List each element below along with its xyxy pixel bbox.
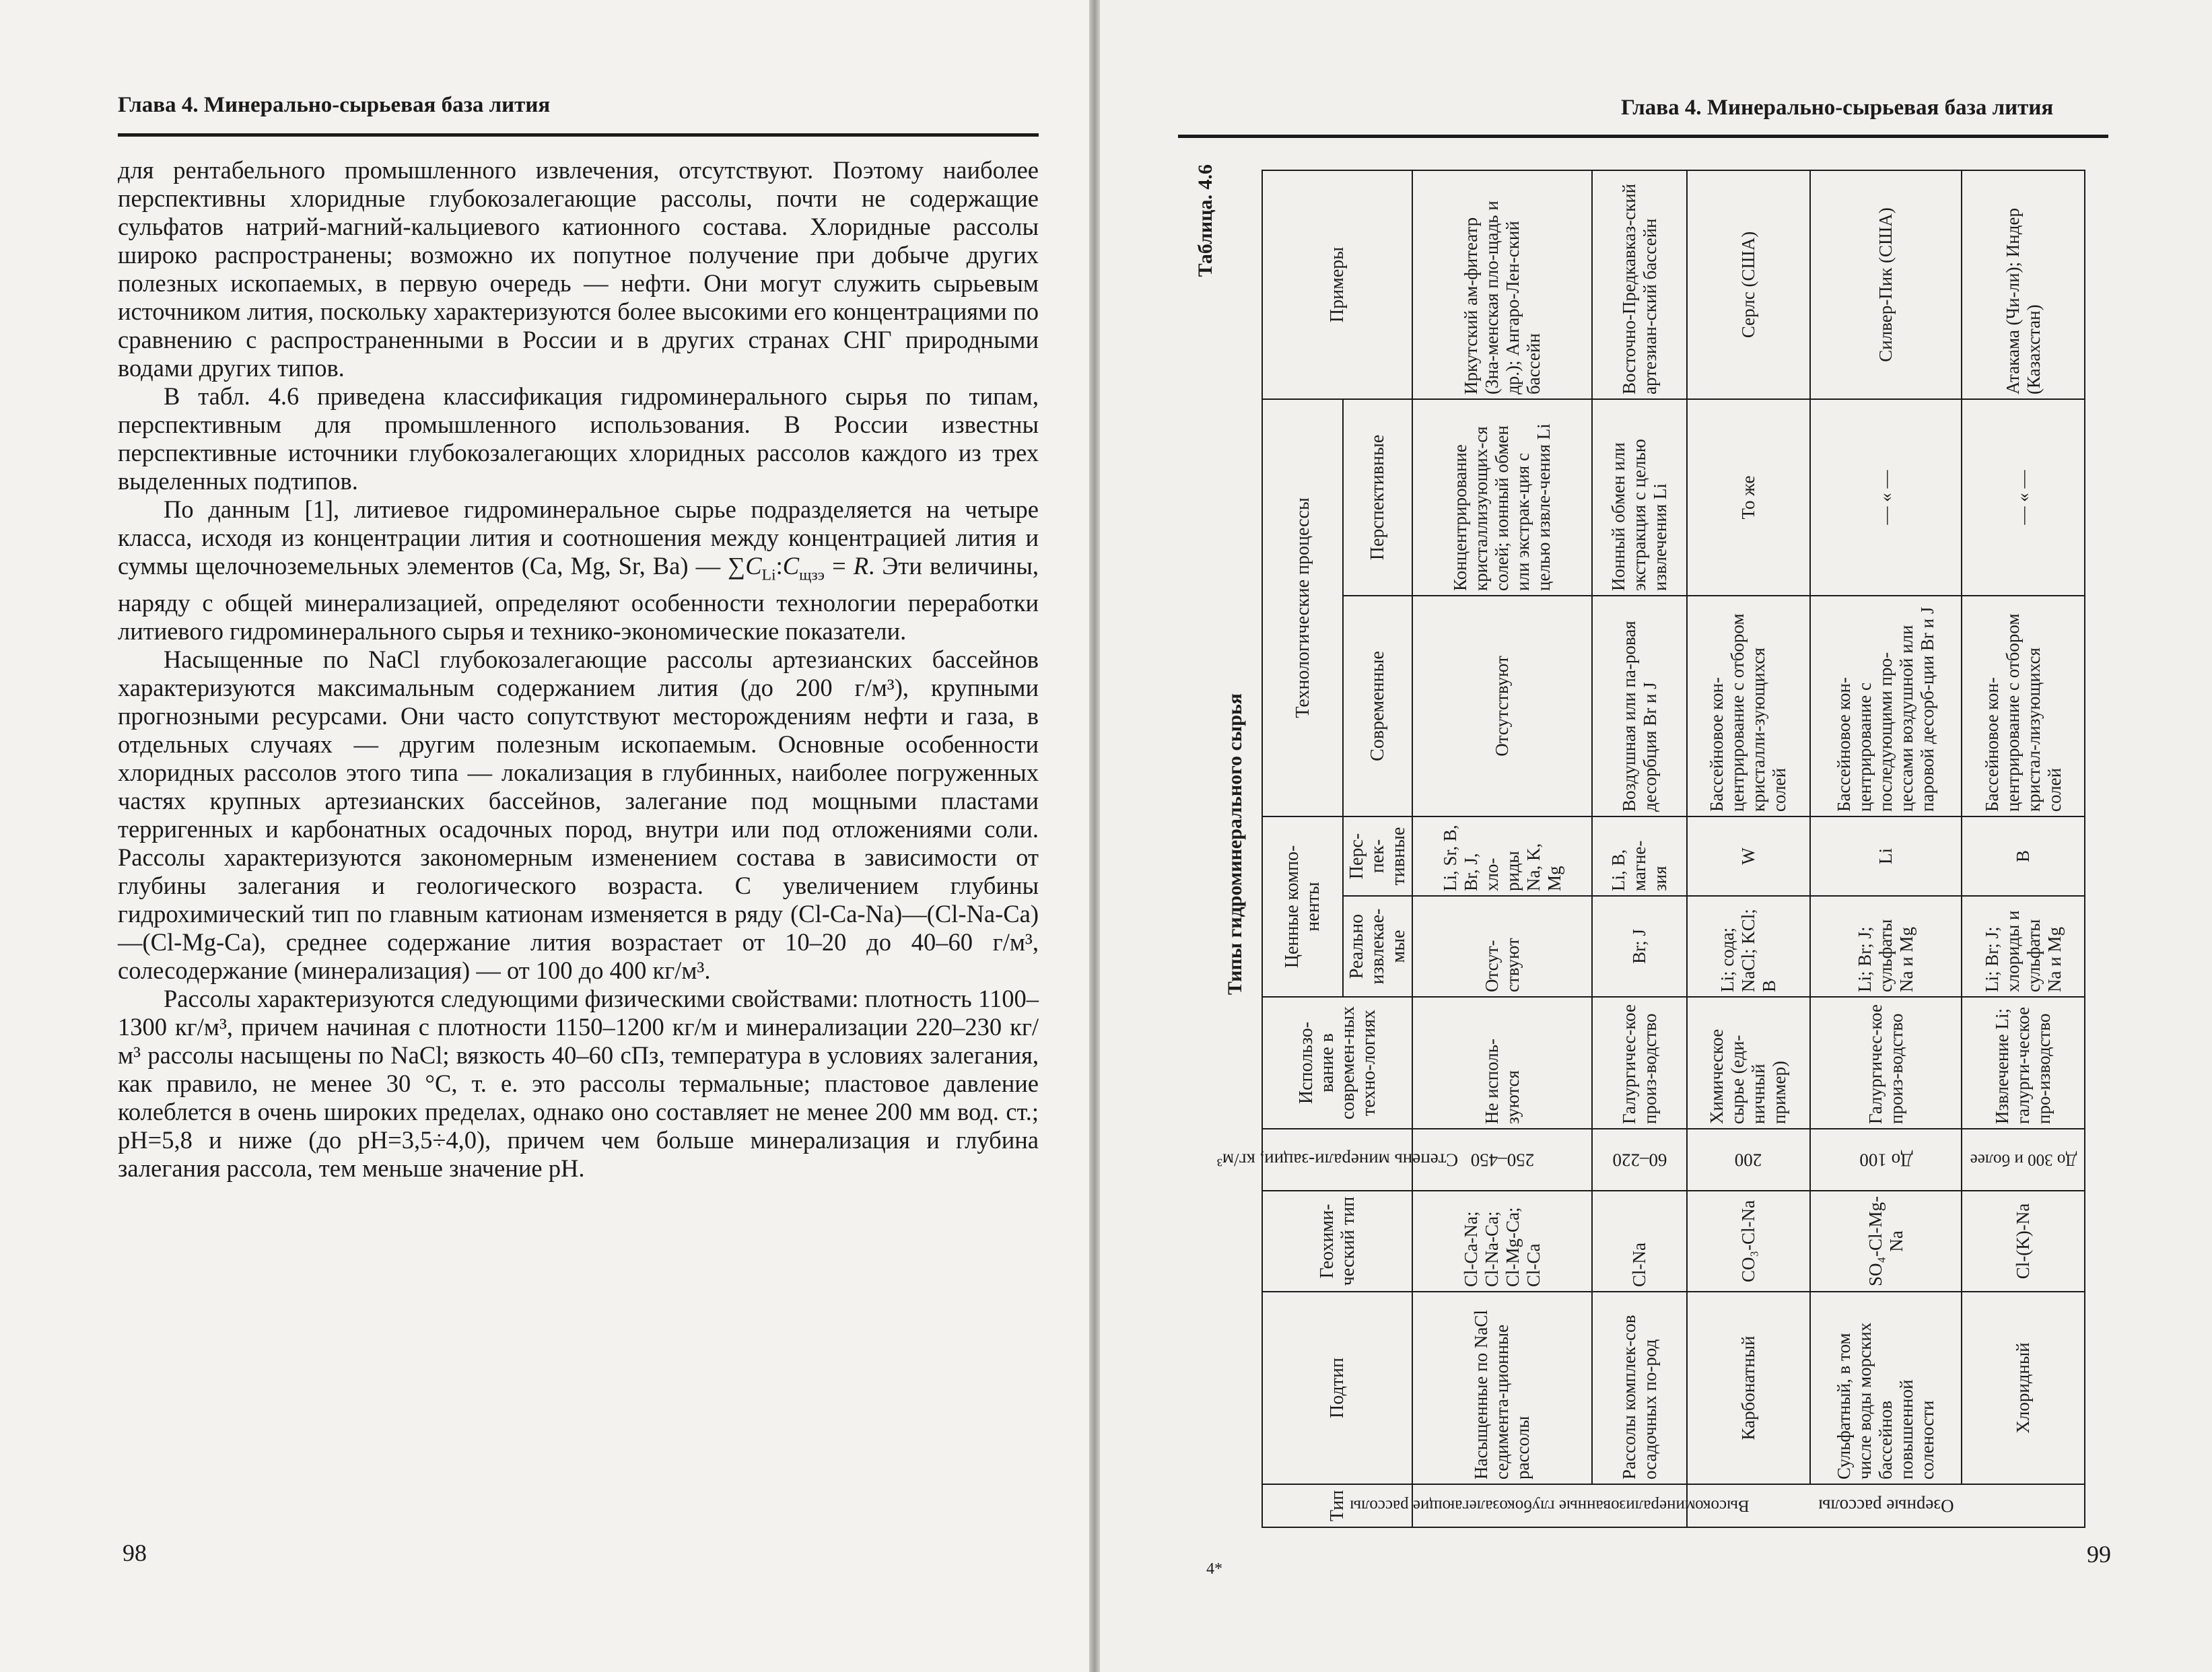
cell-persp: W <box>1687 816 1810 896</box>
col-header-valuable-persp: Перс-пек-тивные <box>1343 816 1412 896</box>
cell-persp-proc: То же <box>1687 399 1810 596</box>
body-text <box>118 156 1039 1183</box>
cell-real: Отсут-ствуют <box>1412 896 1592 997</box>
col-header-usage: Использо-вание в современ-ных техно-логиях <box>1262 997 1412 1129</box>
cell-geochem: CO₃-Cl-Na <box>1687 1191 1810 1292</box>
col-header-tech-persp: Перспективные <box>1343 399 1412 596</box>
cell-subtype: Сульфатный, в том числе воды морских бассейнов повышенной солености <box>1810 1292 1962 1484</box>
cell-usage: Химическое сырье (еди-ничный пример) <box>1687 997 1810 1129</box>
table-row <box>1810 170 1962 1527</box>
col-header-geochem: Геохими-ческий тип <box>1262 1191 1412 1292</box>
vertical-text: 250–450 <box>1470 1150 1534 1171</box>
cell-geochem: SO₄-Cl-Mg-Na <box>1810 1191 1962 1292</box>
cell-usage: Не исполь-зуются <box>1412 997 1592 1129</box>
vertical-text: До 300 и более <box>1970 1150 2077 1169</box>
cell-usage: Извлечение Li; галурги-ческое про-изводство <box>1962 997 2085 1129</box>
col-header-tech-modern: Современные <box>1343 596 1412 816</box>
cell-persp: Li <box>1810 816 1962 896</box>
cell-mineralization <box>1810 1129 1962 1191</box>
header-rule-right <box>1178 135 2108 138</box>
text: . Эти величины, наряду с общей минерализацией, определяют особенности технологии переработки литиевого гидроминерального сырья и технико-экономические показатели. <box>118 552 1039 646</box>
vertical-text: До 100 <box>1859 1150 1913 1171</box>
table-row <box>1962 170 2085 1527</box>
page-number-right: 99 <box>2087 1541 2111 1568</box>
cell-mineralization <box>1412 1129 1592 1191</box>
left-page <box>0 0 1089 1672</box>
cell-real: Li; Br; J; сульфаты Na и Mg <box>1810 896 1962 997</box>
vertical-text: 60–220 <box>1612 1150 1667 1171</box>
cell-persp: B <box>1962 816 2085 896</box>
paragraph: для рентабельного промышленного извлечения, отсутствуют. Поэтому наиболее перспективны хлоридные глубокозалегающие рассолы, почти не содержащие сульфатов натрий-магний-кальциевого катионного состава. Хлоридные рассолы широко распространены; возможно их попутное получение при добыче других полезных ископаемых, в первую очередь — нефти. Они могут служить сырьевым источником лития, поскольку характеризуются более высокими его концентрациями по сравнению с распространенными в России и в других странах СНГ природными водами других типов. <box>118 156 1039 382</box>
formula-sub: щзэ <box>799 566 825 584</box>
cell-persp-proc: Ионный обмен или экстракция с целью извлечения Li <box>1592 399 1687 596</box>
cell-usage: Галургичес-кое произ-водство <box>1592 997 1687 1129</box>
col-header-tech: Технологические процессы <box>1262 399 1343 816</box>
cell-persp-proc: — « — <box>1810 399 1962 596</box>
running-head-left: Глава 4. Минерально-сырьевая база лития <box>118 93 551 117</box>
cell-examples: Силвер-Пик (США) <box>1810 170 1962 399</box>
cell-subtype: Хлоридный <box>1962 1292 2085 1484</box>
paragraph-formula <box>118 495 1039 646</box>
cell-modern: Бассейновое кон-центрирование с последующими про-цессами воздушной или паровой десорб-ции Br и J <box>1810 596 1962 816</box>
book-spine <box>1089 0 1100 1672</box>
col-header-subtype: Подтип <box>1262 1292 1412 1484</box>
cell-real: Li; сода; NaCl; KCl; B <box>1687 896 1810 997</box>
cell-usage: Галургичес-кое произ-водство <box>1810 997 1962 1129</box>
table-row <box>1412 170 1592 1527</box>
text: По данным [1], литиевое гидроминеральное сырье подразделяется на четыре класса, исходя из концентрации лития и соотношения между концентрацией лития и суммы щелочноземельных элементов (Ca, Mg, Sr, Ba) — ∑ <box>118 495 1039 580</box>
formula-r: R <box>853 552 869 580</box>
cell-modern: Бассейновое кон-центрирование с отбором кристал-лизующихся солей <box>1962 596 2085 816</box>
page-number-left: 98 <box>123 1539 147 1566</box>
cell-examples: Восточно-Предкавказ-ский артезиан-ский бассейн <box>1592 170 1687 399</box>
formula-sub: Li <box>761 566 776 584</box>
cell-mineralization <box>1687 1129 1810 1191</box>
cell-examples: Иркутский ам-фитеатр (Зна-менская пло-щадь и др.); Ангаро-Лен-ский бассейн <box>1412 170 1592 399</box>
cell-modern: Отсутствуют <box>1412 596 1592 816</box>
formula-colon: : <box>775 552 783 580</box>
col-header-valuable: Ценные компо-ненты <box>1262 816 1343 997</box>
rotated-table-block <box>1194 151 2103 1537</box>
paragraph: В табл. 4.6 приведена классификация гидроминерального сырья по типам, перспективным для промышленного использования. В России известны перспективные источники глубокозалегающих хлоридных рассолов каждого из трех выделенных подтипов. <box>118 382 1039 495</box>
cell-persp: Li, B, магне-зия <box>1592 816 1687 896</box>
cell-geochem: Cl-(K)-Na <box>1962 1191 2085 1292</box>
cell-mineralization <box>1962 1129 2085 1191</box>
cell-geochem: Cl-Na <box>1592 1191 1687 1292</box>
cell-subtype: Насыщенные по NaCl седимента-ционные рассолы <box>1412 1292 1592 1484</box>
vertical-text: 200 <box>1735 1150 1762 1171</box>
table-row <box>1687 170 1810 1527</box>
col-header-mineralization <box>1216 1129 1458 1191</box>
group-cell <box>1350 1484 1750 1527</box>
cell-real: Br; J <box>1592 896 1687 997</box>
paragraph: Рассолы характеризуются следующими физическими свойствами: плотность 1100–1300 кг/м³, причем начиная с плотности 1150–1200 кг/м и минерализации 220–230 кг/м³ рассолы насыщены по NaCl; вязкость 40–60 сПз, температура в условиях залегания, как правило, не менее 30 °С, т. е. это рассолы термальные; пластовое давление колеблется в очень широких пределах, однако оно составляет не менее 200 мм вод. ст.; pH=5,8 и ниже (до pH=3,5÷4,0), причем чем больше минерализация и глубина залегания рассола, тем меньше значение pH. <box>118 985 1039 1183</box>
group-cell <box>1687 1484 2085 1527</box>
col-header-examples: Примеры <box>1262 170 1412 399</box>
col-header-type: Тип <box>1262 1484 1412 1527</box>
table-label: Таблица. 4.6 <box>1194 164 1216 277</box>
paragraph: Насыщенные по NaCl глубокозалегающие рассолы артезианских бассейнов характеризуются максимальным содержанием лития (до 200 г/м³), крупными прогнозными ресурсами. Они часто сопутствуют месторождениям нефти и газа, в отдельных случаях — другим полезным ископаемым. Основные особенности хлоридных рассолов этого типа — локализация в глубинных, наиболее погруженных частях крупных артезианских бассейнов, залегание под мощными пластами терригенных и карбонатных осадочных пород, внутри или под отложениями соли. Рассолы характеризуются закономерным изменением состава в зависимости от глубины залегания и геологического возраста. С увеличением глубины гидрохимический тип по главным катионам изменяется в ряду (Cl-Ca-Na)—(Cl-Na-Ca)—(Cl-Mg-Ca), среднее содержание лития возрастает от 10–20 до 40–60 г/м³, солесодержание (минерализация) — от 100 до 400 кг/м³. <box>118 646 1039 985</box>
cell-persp-proc: Концентрирование кристаллизующих-ся солей; ионный обмен или экстрак-ция с целью извле-чения Li <box>1412 399 1592 596</box>
col-header-valuable-real: Реально извлекае-мые <box>1343 896 1412 997</box>
cell-subtype: Карбонатный <box>1687 1292 1810 1484</box>
cell-persp-proc: — « — <box>1962 399 2085 596</box>
vertical-text: Степень минерали-зации, кг/м³ <box>1216 1150 1458 1171</box>
cell-modern: Бассейновое кон-центрирование с отбором кристалли-зующихся солей <box>1687 596 1810 816</box>
cell-examples: Серлс (США) <box>1687 170 1810 399</box>
formula-c: C <box>745 552 762 580</box>
cell-persp: Li, Sr, B, Br, J, хло-риды Na, K, Mg <box>1412 816 1592 896</box>
header-rule-left <box>118 133 1039 137</box>
cell-mineralization <box>1592 1129 1687 1191</box>
formula-c: C <box>782 552 800 580</box>
cell-examples: Атакама (Чи-ли); Индер (Казахстан) <box>1962 170 2085 399</box>
table-title: Типы гидроминерального сырья <box>1224 693 1246 996</box>
table-row <box>1592 170 1687 1527</box>
cell-subtype: Рассолы комплек-сов осадочных по-род <box>1592 1292 1687 1484</box>
vertical-text: Высокоминерализованные глубокозалегающие рассолы <box>1350 1496 1750 1515</box>
running-head-right: Глава 4. Минерально-сырьевая база лития <box>1621 96 2054 120</box>
cell-real: Li; Br; J; хлориды и сульфаты Na и Mg <box>1962 896 2085 997</box>
signature-mark: 4* <box>1206 1560 1222 1578</box>
vertical-text: Озерные рассолы <box>1818 1496 1954 1517</box>
cell-geochem: Cl-Ca-Na; Cl-Na-Ca; Cl-Mg-Ca; Cl-Ca <box>1412 1191 1592 1292</box>
cell-modern: Воздушная или па-ровая десорбция Br и J <box>1592 596 1687 816</box>
formula-eq: = <box>824 552 854 580</box>
